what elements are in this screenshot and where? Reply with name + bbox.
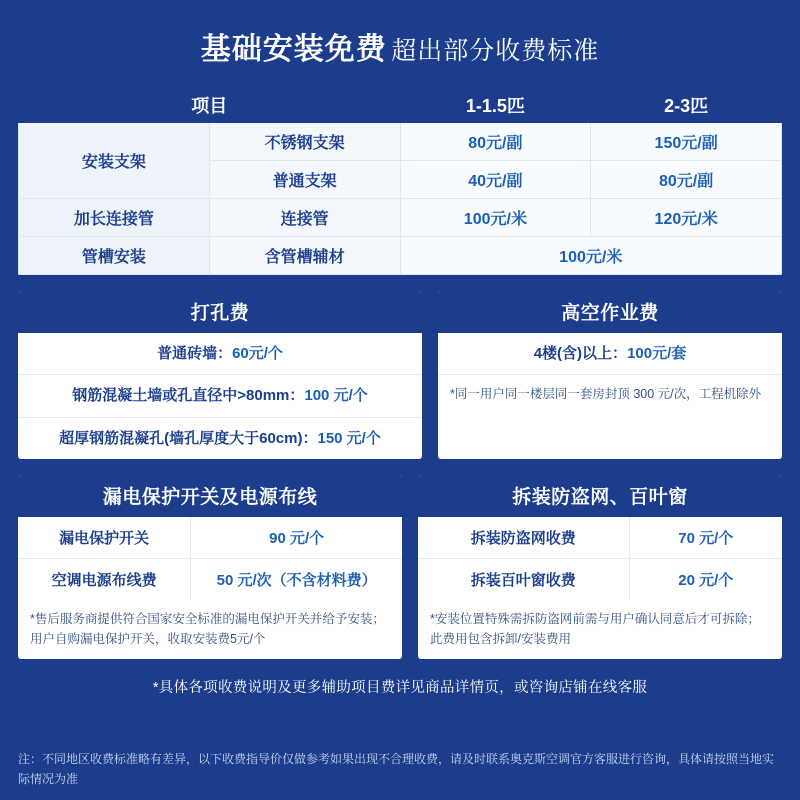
table-row [19, 123, 782, 161]
row-item-label: 连接管 [209, 199, 400, 237]
row-group-label: 安装支架 [19, 123, 210, 199]
price-line-label: 钢筋混凝土墙或孔直径中>80mm： [72, 387, 305, 405]
row-value-1: 40元/副 [400, 161, 591, 199]
card-row-drilling-highwork [18, 291, 782, 459]
table-row [418, 517, 782, 559]
table-row [19, 237, 782, 275]
price-line-value: 100 元/个 [304, 387, 368, 405]
price-line-label: 超厚钢筋混凝孔(墙孔厚度大于60cm)： [59, 429, 318, 447]
table-row [18, 517, 402, 559]
card-body [418, 517, 782, 659]
page-title-highlight: 基础安装免费 [200, 33, 387, 66]
dismantle-price-table [418, 517, 782, 600]
column-header-1-15: 1-1.5匹 [400, 87, 591, 123]
card-drilling-fee [18, 291, 422, 459]
row-label: 拆装百叶窗收费 [418, 558, 629, 600]
row-value-2: 150元/副 [591, 123, 782, 161]
price-line [438, 333, 782, 375]
card-title: 打孔费 [18, 291, 422, 333]
price-line [18, 333, 422, 375]
footer-note: *具体各项收费说明及更多辅助项目费详见商品详情页，或咨询店铺在线客服 [152, 679, 648, 696]
table-header-row [19, 87, 782, 123]
card-title: 漏电保护开关及电源布线 [18, 475, 402, 517]
row-value-2: 120元/米 [591, 199, 782, 237]
row-value: 50 元/次（不含材料费） [191, 558, 402, 600]
bottom-disclaimer: 注：不同地区收费标准略有差异，以下收费指导价仅做参考如果出现不合理收费，请及时联系奥克斯空调官方客服进行咨询，具体请按照当地实际情况为准 [18, 752, 775, 787]
row-group-label: 加长连接管 [19, 199, 210, 237]
price-line-value: 60元/个 [232, 345, 283, 362]
row-item-label: 普通支架 [209, 161, 400, 199]
row-value: 90 元/个 [191, 517, 402, 559]
row-value-1: 80元/副 [400, 123, 591, 161]
card-note: *安装位置特殊需拆防盗网前需与用户确认同意后才可拆除；此费用包含拆卸/安装费用 [430, 611, 760, 646]
price-line-value: 100元/套 [627, 345, 687, 362]
card-row-leakage-dismantle [18, 475, 782, 659]
leakage-price-table [18, 517, 402, 600]
card-body [438, 333, 782, 414]
column-header-2-3: 2-3匹 [591, 87, 782, 123]
price-line-label: 普通砖墙： [157, 345, 233, 362]
row-value: 20 元/个 [629, 558, 782, 600]
card-note: *售后服务商提供符合国家安全标准的漏电保护开关并给予安装；用户自购漏电保护开关，收取安装费5元/个 [30, 611, 385, 646]
price-line-label: 4楼(含)以上： [533, 345, 628, 362]
table-row [18, 558, 402, 600]
row-value-merged: 100元/米 [400, 237, 782, 275]
bracket-price-table [18, 86, 782, 275]
table-row [19, 199, 782, 237]
row-label: 拆装防盗网收费 [418, 517, 629, 559]
card-title: 拆装防盗网、百叶窗 [418, 475, 782, 517]
row-item-label: 不锈钢支架 [209, 123, 400, 161]
row-value-2: 80元/副 [591, 161, 782, 199]
card-dismantle-security-net [418, 475, 782, 659]
page-title-rest: 超出部分收费标准 [391, 37, 600, 65]
row-label: 空调电源布线费 [18, 558, 191, 600]
card-leakage-protection [18, 475, 402, 659]
row-value-1: 100元/米 [400, 199, 591, 237]
row-label: 漏电保护开关 [18, 517, 191, 559]
row-group-label: 管槽安装 [19, 237, 210, 275]
price-line [18, 418, 422, 459]
price-line-value: 150 元/个 [317, 429, 381, 447]
card-body [18, 333, 422, 459]
price-line [18, 375, 422, 417]
card-high-altitude-fee [438, 291, 782, 459]
card-body [18, 517, 402, 659]
table-row [418, 558, 782, 600]
row-value: 70 元/个 [629, 517, 782, 559]
card-title: 高空作业费 [438, 291, 782, 333]
page-title [18, 16, 782, 86]
card-note: *同一用户同一楼层同一套房封顶 300 元/次，工程机除外 [450, 387, 762, 402]
row-item-label: 含管槽辅材 [209, 237, 400, 275]
column-header-item: 项目 [19, 87, 401, 123]
